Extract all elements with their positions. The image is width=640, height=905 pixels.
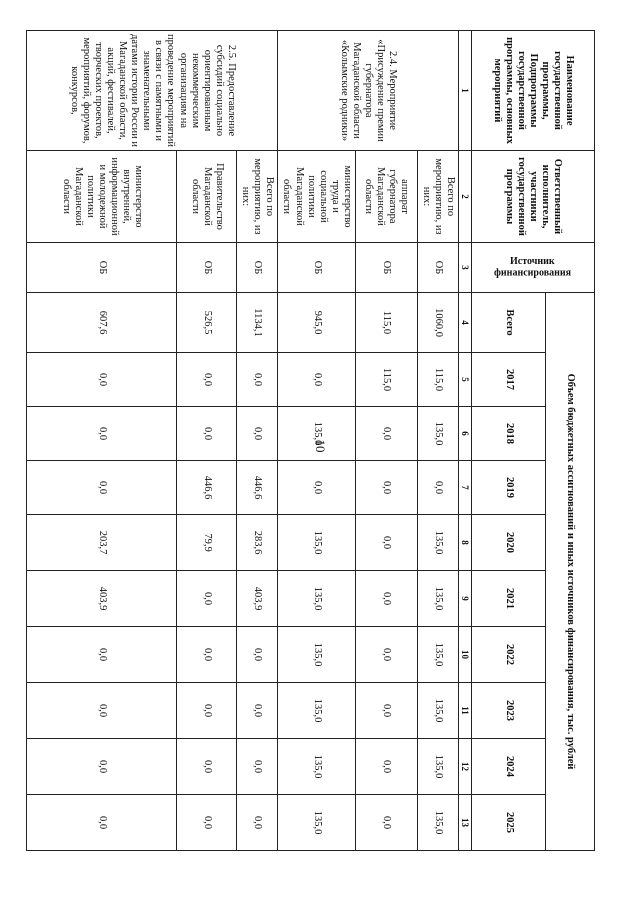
- value-cell: 526,5: [177, 293, 237, 353]
- value-cell: 135,0: [417, 571, 458, 627]
- value-cell: 607,6: [27, 293, 177, 353]
- value-cell: 1060,0: [417, 293, 458, 353]
- value-cell: 135,0: [278, 627, 355, 683]
- column-number: 9: [459, 571, 472, 627]
- column-number: 4: [459, 293, 472, 353]
- value-cell: 0,0: [237, 739, 278, 795]
- value-cell: 0,0: [355, 515, 417, 571]
- column-number: 2: [459, 151, 472, 243]
- value-cell: 0,0: [355, 407, 417, 461]
- value-cell: 945,0: [278, 293, 355, 353]
- value-cell: 115,0: [355, 293, 417, 353]
- value-cell: 0,0: [278, 461, 355, 515]
- value-cell: 0,0: [237, 683, 278, 739]
- value-cell: 0,0: [177, 683, 237, 739]
- header-year: 2025: [472, 795, 546, 851]
- executor-cell: Правительство Магаданской области: [177, 151, 237, 243]
- executor-cell: Всего по мероприятию, из них:: [417, 151, 458, 243]
- value-cell: 135,0: [417, 739, 458, 795]
- source-cell: ОБ: [177, 243, 237, 293]
- column-number: 12: [459, 739, 472, 795]
- value-cell: 0,0: [27, 461, 177, 515]
- header-executor: Ответственный исполнитель, участники государственной программы: [472, 151, 595, 243]
- executor-cell: Всего по мероприятию, из них:: [237, 151, 278, 243]
- header-year: 2022: [472, 627, 546, 683]
- value-cell: 135,0: [417, 795, 458, 851]
- value-cell: 446,6: [237, 461, 278, 515]
- column-number: 5: [459, 353, 472, 407]
- header-funding-group: Объем бюджетных ассигнований и иных источников финансирования, тыс. рублей: [546, 293, 595, 851]
- value-cell: 135,0: [417, 627, 458, 683]
- column-number: 10: [459, 627, 472, 683]
- value-cell: 0,0: [355, 461, 417, 515]
- source-cell: ОБ: [237, 243, 278, 293]
- value-cell: 115,0: [355, 353, 417, 407]
- rotated-page: [60, 30, 595, 850]
- value-cell: 0,0: [355, 795, 417, 851]
- value-cell: 446,6: [177, 461, 237, 515]
- column-number: 7: [459, 461, 472, 515]
- value-cell: 0,0: [237, 627, 278, 683]
- table-body: [27, 31, 459, 851]
- header-year: 2023: [472, 683, 546, 739]
- column-number: 6: [459, 407, 472, 461]
- header-year: 2018: [472, 407, 546, 461]
- value-cell: 0,0: [237, 795, 278, 851]
- value-cell: 0,0: [177, 795, 237, 851]
- page-number: 10: [313, 439, 328, 453]
- value-cell: 0,0: [177, 627, 237, 683]
- value-cell: 135,0: [278, 515, 355, 571]
- value-cell: 135,0: [278, 683, 355, 739]
- column-number: 13: [459, 795, 472, 851]
- column-number: 8: [459, 515, 472, 571]
- table-row: [278, 31, 355, 851]
- value-cell: 0,0: [27, 353, 177, 407]
- value-cell: 203,7: [27, 515, 177, 571]
- value-cell: 0,0: [27, 407, 177, 461]
- table-row: [355, 31, 417, 851]
- value-cell: 0,0: [417, 461, 458, 515]
- value-cell: 135,0: [417, 683, 458, 739]
- value-cell: 135,0: [278, 407, 355, 461]
- value-cell: 79,9: [177, 515, 237, 571]
- column-number-row: [459, 31, 472, 851]
- header-year: 2019: [472, 461, 546, 515]
- source-cell: ОБ: [417, 243, 458, 293]
- financing-table: [26, 30, 595, 851]
- value-cell: 0,0: [27, 627, 177, 683]
- measure-name-cell: 2.4. Мероприятие «Присуждение премии губернатора Магаданской области «Колымские родники»: [278, 31, 459, 151]
- source-cell: ОБ: [355, 243, 417, 293]
- column-number: 3: [459, 243, 472, 293]
- table-row: [237, 31, 278, 851]
- column-number: 11: [459, 683, 472, 739]
- document-body: [60, 30, 595, 850]
- value-cell: 0,0: [237, 353, 278, 407]
- header-source: [472, 243, 595, 293]
- source-cell: ОБ: [278, 243, 355, 293]
- value-cell: 0,0: [27, 683, 177, 739]
- header-year: 2021: [472, 571, 546, 627]
- value-cell: 0,0: [27, 739, 177, 795]
- header-year: 2020: [472, 515, 546, 571]
- value-cell: 0,0: [355, 627, 417, 683]
- value-cell: 0,0: [177, 571, 237, 627]
- table-row: [177, 31, 237, 851]
- header-year: Всего: [472, 293, 546, 353]
- value-cell: 0,0: [355, 683, 417, 739]
- value-cell: 115,0: [417, 353, 458, 407]
- value-cell: 135,0: [417, 407, 458, 461]
- value-cell: 283,6: [237, 515, 278, 571]
- header-year: 2017: [472, 353, 546, 407]
- value-cell: 135,0: [278, 571, 355, 627]
- column-number: 1: [459, 31, 472, 151]
- header-year: 2024: [472, 739, 546, 795]
- executor-cell: аппарат губернатора Магаданской области: [355, 151, 417, 243]
- header-row-1: [546, 31, 595, 851]
- value-cell: 135,0: [278, 739, 355, 795]
- value-cell: 0,0: [177, 407, 237, 461]
- value-cell: 1134,1: [237, 293, 278, 353]
- value-cell: 0,0: [355, 739, 417, 795]
- value-cell: 0,0: [27, 795, 177, 851]
- executor-cell: министерство труда и социальной политики Магаданской области: [278, 151, 355, 243]
- value-cell: 135,0: [417, 515, 458, 571]
- header-source-label: Источник финансирования: [494, 256, 572, 279]
- value-cell: 0,0: [177, 353, 237, 407]
- value-cell: 0,0: [237, 407, 278, 461]
- value-cell: 135,0: [278, 795, 355, 851]
- table-row: [27, 31, 177, 851]
- value-cell: 0,0: [278, 353, 355, 407]
- executor-cell: министерство внутренней, информационной и молодежной политики Магаданской области: [27, 151, 177, 243]
- value-cell: 0,0: [177, 739, 237, 795]
- value-cell: 403,9: [237, 571, 278, 627]
- source-cell: ОБ: [27, 243, 177, 293]
- header-name: Наименование государственной программы, Подпрограммы государственной программы, основных мероприятий: [472, 31, 595, 151]
- value-cell: 0,0: [355, 571, 417, 627]
- value-cell: 403,9: [27, 571, 177, 627]
- measure-name-cell: 2.5. Предоставление субсидий социально ориентированным некоммерческим организациям на проведение мероприятий в связи с памятными и знаменательными датами истории России и Магаданской области, акций, фестивалей, творческих проектов, мероприятий, форумов, конкурсов,: [27, 31, 278, 151]
- table-row: [417, 31, 458, 851]
